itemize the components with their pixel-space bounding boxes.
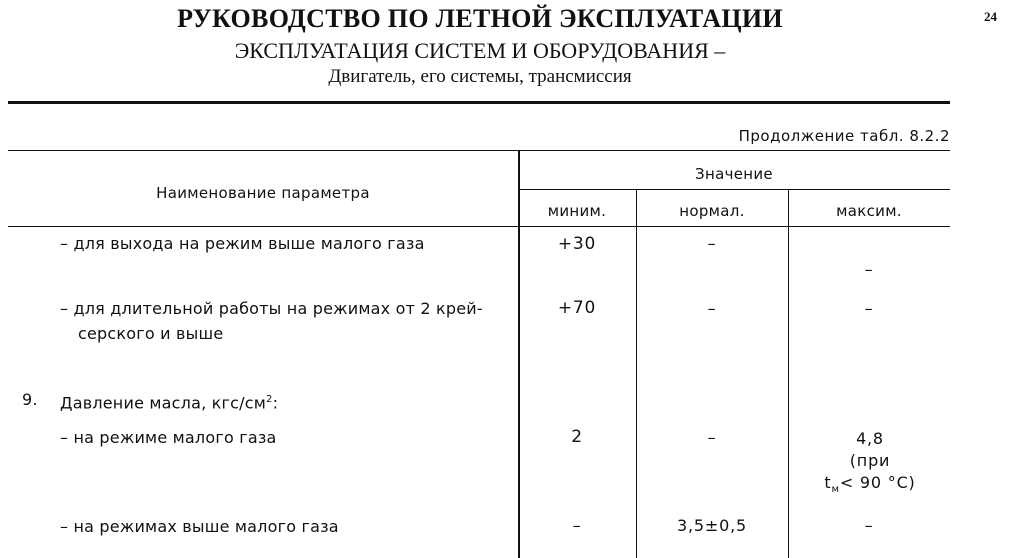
max-note-line1: (при	[849, 451, 891, 470]
max-value: 4,8	[856, 429, 884, 448]
document-title: РУКОВОДСТВО ПО ЛЕТНОЙ ЭКСПЛУАТАЦИИ	[177, 4, 783, 33]
row-min-value: +70	[557, 298, 597, 318]
group-label-suffix: :	[272, 393, 279, 413]
header-bottom-border	[8, 226, 950, 227]
table-top-border	[8, 150, 950, 151]
row-label: – для длительной работы на режимах от 2 крей-	[60, 299, 483, 318]
row-label: – на режимах выше малого газа	[60, 517, 339, 536]
group-label: Давление масла, кгс/см	[60, 393, 266, 413]
row-max-value: –	[864, 516, 874, 535]
row-norm-value: 3,5±0,5	[677, 516, 747, 535]
row-min-value: –	[572, 516, 582, 535]
row-min-value: 2	[571, 427, 583, 447]
page-number: 24	[984, 9, 997, 24]
document-subtitle: ЭКСПЛУАТАЦИЯ СИСТЕМ И ОБОРУДОВАНИЯ –	[234, 38, 726, 63]
row-label-continuation: серского и выше	[78, 324, 224, 343]
row-max-value: –	[864, 260, 874, 279]
row-norm-value: –	[707, 234, 717, 253]
column-divider-norm	[788, 189, 789, 558]
header-norm: нормал.	[679, 202, 745, 220]
row-norm-value: –	[707, 428, 717, 447]
header-min: миним.	[547, 202, 607, 220]
header-max: максим.	[836, 202, 902, 220]
header-value: Значение	[695, 165, 773, 183]
row-norm-value: –	[707, 299, 717, 318]
row-max-value: –	[864, 299, 874, 318]
max-note-line2: $t_м< 90$ °С)	[824, 473, 916, 496]
unit-superscript: 2	[266, 394, 273, 405]
header-divider	[8, 101, 950, 104]
row-label-group	[60, 387, 278, 416]
header-parameter-name: Наименование параметра	[156, 184, 370, 202]
section-title: Двигатель, его системы, трансмиссия	[328, 66, 632, 87]
row-min-value: +30	[557, 234, 597, 254]
row-label: – для выхода на режим выше малого газа	[60, 234, 425, 253]
item-number: 9.	[22, 390, 38, 409]
row-max-value	[800, 428, 940, 501]
header-split-line	[518, 189, 950, 190]
row-label: – на режиме малого газа	[60, 428, 277, 447]
table-continuation-label: Продолжение табл. 8.2.2	[738, 127, 950, 145]
